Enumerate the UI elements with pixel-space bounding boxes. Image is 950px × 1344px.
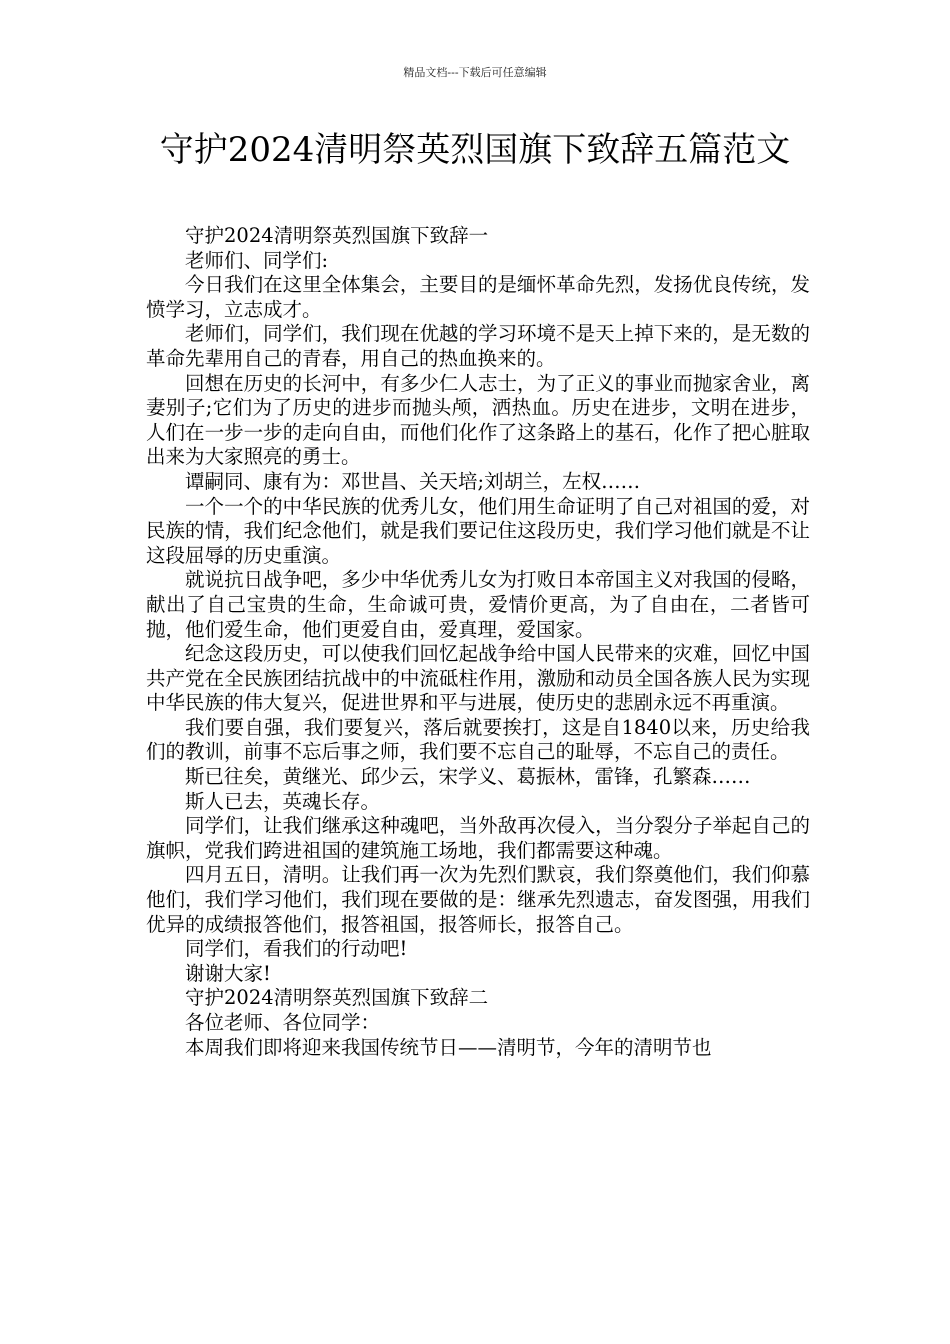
paragraph: 同学们，看我们的行动吧!: [185, 937, 408, 961]
paragraph: 就说抗日战争吧，多少中华优秀儿女为打败日本帝国主义对我国的侵略，献出了自己宝贵的生命，生命诚可贵，爱情价更高，为了自由在，二者皆可抛，他们爱生命，他们更爱自由，爱真理，爱国家。: [146, 568, 810, 641]
paragraph: 谭嗣同、康有为：邓世昌、关天培;刘胡兰，左权……: [185, 469, 641, 493]
salutation: 各位老师、各位同学：: [185, 1011, 381, 1034]
paragraph: 斯人已去，英魂长存。: [185, 789, 381, 813]
paragraph: 同学们，让我们继承这种魂吧，当外敌再次侵入，当分裂分子举起自己的旗帜，党我们跨进祖国的建筑施工场地，我们都需要这种魂。: [146, 814, 810, 862]
paragraph: 四月五日，清明。让我们再一次为先烈们默哀，我们祭奠他们，我们仰慕他们，我们学习他们，我们现在要做的是：继承先烈遗志，奋发图强，用我们优异的成绩报答他们，报答祖国，报答师长，报答自己。: [146, 863, 810, 936]
paragraph: 回想在历史的长河中，有多少仁人志士，为了正义的事业而抛家舍业，离妻别子;它们为了历史的进步而抛头颅，洒热血。历史在进步，文明在进步，人们在一步一步的走向自由，而他们化作了这条路上的基石，化作了把心脏取出来为大家照亮的勇士。: [146, 371, 810, 469]
header-note: 精品文档---下载后可任意编辑: [403, 66, 547, 79]
section-heading: 守护2024清明祭英烈国旗下致辞二: [185, 986, 489, 1010]
paragraph: 今日我们在这里全体集会，主要目的是缅怀革命先烈，发扬优良传统，发愤学习，立志成才。: [146, 273, 810, 321]
paragraph: 谢谢大家!: [185, 961, 271, 985]
section-heading: 守护2024清明祭英烈国旗下致辞一: [185, 224, 489, 247]
salutation: 老师们、同学们:: [185, 248, 329, 272]
paragraph: 纪念这段历史，可以使我们回忆起战争给中国人民带来的灾难，回忆中国共产党在全民族团结抗战中的中流砥柱作用，激励和动员全国各族人民为实现中华民族的伟大复兴，促进世界和平与进展，使历史的悲剧永远不再重演。: [146, 642, 810, 715]
paragraph: 我们要自强，我们要复兴，落后就要挨打，这是自1840以来，历史给我们的教训，前事不忘后事之师，我们要不忘自己的耻辱，不忘自己的责任。: [146, 715, 810, 764]
paragraph: 一个一个的中华民族的优秀儿女，他们用生命证明了自己对祖国的爱，对民族的情，我们纪念他们，就是我们要记住这段历史，我们学习他们就是不让这段屈辱的历史重演。: [146, 494, 810, 567]
paragraph: 老师们，同学们，我们现在优越的学习环境不是天上掉下来的，是无数的革命先辈用自己的青春，用自己的热血换来的。: [146, 322, 810, 370]
paragraph: 本周我们即将迎来我国传统节日——清明节，今年的清明节也: [185, 1035, 712, 1059]
paragraph: 斯已往矣，黄继光、邱少云，宋学义、葛振林，雷锋，孔繁森……: [185, 765, 751, 789]
document-title: 守护2024清明祭英烈国旗下致辞五篇范文: [159, 130, 791, 170]
document-body: [146, 224, 810, 1060]
